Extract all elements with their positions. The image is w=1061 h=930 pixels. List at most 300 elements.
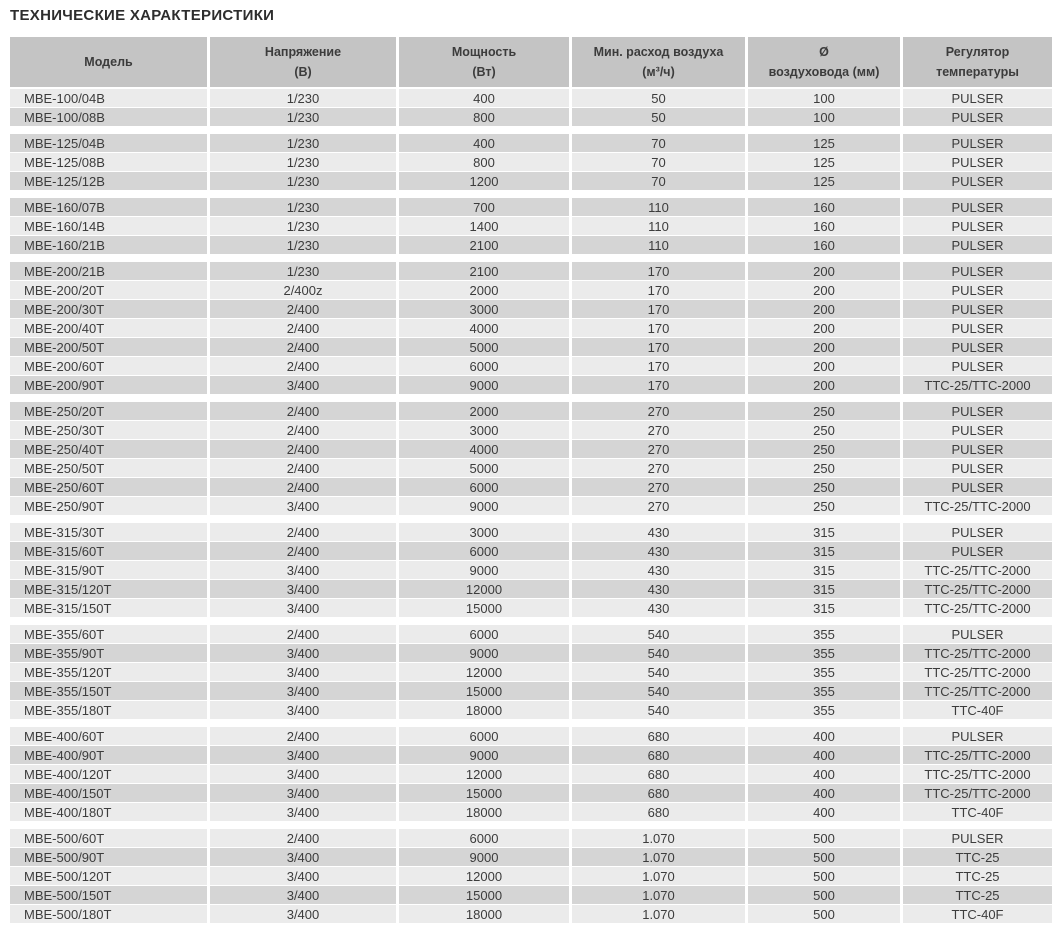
cell-airflow: 110 <box>572 217 745 235</box>
cell-duct-diameter: 400 <box>748 765 900 783</box>
cell-voltage: 3/400 <box>210 905 396 923</box>
cell-model: MBE-355/150T <box>10 682 207 700</box>
cell-airflow: 70 <box>572 134 745 152</box>
cell-model: MBE-200/20T <box>10 281 207 299</box>
cell-airflow: 170 <box>572 319 745 337</box>
cell-temp-regulator: PULSER <box>903 727 1052 745</box>
cell-model: MBE-315/120T <box>10 580 207 598</box>
column-header-model <box>10 37 207 87</box>
cell-power: 700 <box>399 198 569 216</box>
cell-model: MBE-315/150T <box>10 599 207 617</box>
cell-duct-diameter: 125 <box>748 134 900 152</box>
cell-duct-diameter: 355 <box>748 625 900 643</box>
table-row <box>10 848 1052 866</box>
cell-duct-diameter: 100 <box>748 89 900 107</box>
cell-model: MBE-250/20T <box>10 402 207 420</box>
table-row <box>10 319 1052 337</box>
cell-power: 2000 <box>399 402 569 420</box>
cell-model: MBE-250/90T <box>10 497 207 515</box>
cell-model: MBE-500/60T <box>10 829 207 847</box>
cell-power: 5000 <box>399 459 569 477</box>
cell-temp-regulator: PULSER <box>903 172 1052 190</box>
cell-model: MBE-355/90T <box>10 644 207 662</box>
cell-power: 4000 <box>399 440 569 458</box>
cell-duct-diameter: 355 <box>748 663 900 681</box>
cell-voltage: 3/400 <box>210 580 396 598</box>
cell-voltage: 2/400 <box>210 727 396 745</box>
cell-temp-regulator: TTC-25/TTC-2000 <box>903 376 1052 394</box>
table-row <box>10 599 1052 617</box>
cell-voltage: 3/400 <box>210 561 396 579</box>
cell-airflow: 540 <box>572 644 745 662</box>
page-title: ТЕХНИЧЕСКИЕ ХАРАКТЕРИСТИКИ <box>10 7 275 24</box>
table-row <box>10 459 1052 477</box>
cell-duct-diameter: 200 <box>748 357 900 375</box>
cell-voltage: 1/230 <box>210 153 396 171</box>
cell-duct-diameter: 125 <box>748 153 900 171</box>
cell-model: MBE-500/120T <box>10 867 207 885</box>
cell-duct-diameter: 500 <box>748 905 900 923</box>
cell-temp-regulator: PULSER <box>903 198 1052 216</box>
cell-temp-regulator: TTC-25 <box>903 886 1052 904</box>
cell-temp-regulator: PULSER <box>903 478 1052 496</box>
table-row <box>10 829 1052 847</box>
cell-temp-regulator: TTC-25/TTC-2000 <box>903 580 1052 598</box>
cell-voltage: 2/400 <box>210 478 396 496</box>
cell-power: 2100 <box>399 236 569 254</box>
cell-power: 2100 <box>399 262 569 280</box>
cell-model: MBE-500/150T <box>10 886 207 904</box>
cell-voltage: 1/230 <box>210 134 396 152</box>
cell-power: 6000 <box>399 542 569 560</box>
cell-airflow: 540 <box>572 701 745 719</box>
cell-duct-diameter: 100 <box>748 108 900 126</box>
column-header-sublabel: температуры <box>936 65 1019 79</box>
cell-voltage: 1/230 <box>210 89 396 107</box>
cell-power: 6000 <box>399 829 569 847</box>
table-body <box>10 89 1052 923</box>
cell-duct-diameter: 355 <box>748 701 900 719</box>
table-row <box>10 281 1052 299</box>
cell-model: MBE-200/30T <box>10 300 207 318</box>
cell-airflow: 1.070 <box>572 905 745 923</box>
cell-airflow: 1.070 <box>572 867 745 885</box>
cell-temp-regulator: PULSER <box>903 134 1052 152</box>
cell-voltage: 3/400 <box>210 663 396 681</box>
cell-voltage: 2/400 <box>210 357 396 375</box>
cell-temp-regulator: PULSER <box>903 338 1052 356</box>
table-row <box>10 542 1052 560</box>
cell-airflow: 270 <box>572 421 745 439</box>
cell-power: 9000 <box>399 746 569 764</box>
cell-duct-diameter: 200 <box>748 281 900 299</box>
table-row <box>10 89 1052 107</box>
cell-model: MBE-200/21B <box>10 262 207 280</box>
cell-model: MBE-160/07B <box>10 198 207 216</box>
cell-voltage: 3/400 <box>210 886 396 904</box>
cell-airflow: 430 <box>572 523 745 541</box>
cell-power: 9000 <box>399 644 569 662</box>
cell-power: 15000 <box>399 682 569 700</box>
table-row <box>10 663 1052 681</box>
cell-model: MBE-250/40T <box>10 440 207 458</box>
column-header-sublabel: (Вт) <box>472 65 496 79</box>
table-row <box>10 803 1052 821</box>
cell-temp-regulator: PULSER <box>903 523 1052 541</box>
cell-temp-regulator: TTC-25 <box>903 867 1052 885</box>
table-row <box>10 440 1052 458</box>
cell-temp-regulator: TTC-25/TTC-2000 <box>903 746 1052 764</box>
cell-airflow: 50 <box>572 108 745 126</box>
cell-duct-diameter: 200 <box>748 338 900 356</box>
column-header-label: Ø <box>819 45 829 59</box>
cell-airflow: 680 <box>572 765 745 783</box>
cell-duct-diameter: 400 <box>748 803 900 821</box>
cell-airflow: 70 <box>572 153 745 171</box>
table-row <box>10 198 1052 216</box>
cell-airflow: 170 <box>572 262 745 280</box>
column-header-duct-diameter <box>748 37 900 87</box>
cell-temp-regulator: TTC-25/TTC-2000 <box>903 497 1052 515</box>
cell-duct-diameter: 250 <box>748 478 900 496</box>
cell-model: MBE-400/60T <box>10 727 207 745</box>
cell-power: 9000 <box>399 376 569 394</box>
cell-airflow: 50 <box>572 89 745 107</box>
table-row <box>10 497 1052 515</box>
cell-voltage: 2/400 <box>210 459 396 477</box>
cell-airflow: 680 <box>572 803 745 821</box>
cell-voltage: 2/400 <box>210 542 396 560</box>
table-row <box>10 625 1052 643</box>
cell-duct-diameter: 315 <box>748 599 900 617</box>
cell-power: 12000 <box>399 580 569 598</box>
cell-duct-diameter: 250 <box>748 497 900 515</box>
cell-airflow: 270 <box>572 459 745 477</box>
cell-airflow: 430 <box>572 580 745 598</box>
table-row <box>10 153 1052 171</box>
cell-power: 15000 <box>399 886 569 904</box>
cell-power: 12000 <box>399 867 569 885</box>
cell-voltage: 2/400 <box>210 523 396 541</box>
cell-model: MBE-160/21B <box>10 236 207 254</box>
column-header-label: Мин. расход воздуха <box>593 45 724 59</box>
cell-power: 6000 <box>399 357 569 375</box>
cell-airflow: 170 <box>572 357 745 375</box>
column-header-temp-regulator <box>903 37 1052 87</box>
cell-voltage: 2/400z <box>210 281 396 299</box>
cell-temp-regulator: TTC-25/TTC-2000 <box>903 663 1052 681</box>
cell-model: MBE-100/08B <box>10 108 207 126</box>
table-row <box>10 682 1052 700</box>
cell-power: 18000 <box>399 701 569 719</box>
cell-duct-diameter: 200 <box>748 376 900 394</box>
cell-model: MBE-125/12B <box>10 172 207 190</box>
cell-temp-regulator: PULSER <box>903 281 1052 299</box>
cell-temp-regulator: PULSER <box>903 421 1052 439</box>
cell-temp-regulator: TTC-25/TTC-2000 <box>903 644 1052 662</box>
cell-temp-regulator: PULSER <box>903 829 1052 847</box>
cell-voltage: 3/400 <box>210 682 396 700</box>
cell-model: MBE-160/14B <box>10 217 207 235</box>
column-header-label: Мощность <box>451 45 517 59</box>
cell-model: MBE-200/40T <box>10 319 207 337</box>
cell-power: 400 <box>399 89 569 107</box>
cell-temp-regulator: TTC-25/TTC-2000 <box>903 599 1052 617</box>
cell-voltage: 2/400 <box>210 625 396 643</box>
cell-voltage: 3/400 <box>210 867 396 885</box>
cell-model: MBE-500/180T <box>10 905 207 923</box>
cell-voltage: 3/400 <box>210 803 396 821</box>
cell-airflow: 680 <box>572 727 745 745</box>
cell-temp-regulator: PULSER <box>903 300 1052 318</box>
cell-airflow: 430 <box>572 542 745 560</box>
cell-voltage: 2/400 <box>210 829 396 847</box>
cell-model: MBE-200/50T <box>10 338 207 356</box>
cell-power: 1400 <box>399 217 569 235</box>
cell-temp-regulator: PULSER <box>903 108 1052 126</box>
spec-table <box>10 37 1052 923</box>
cell-model: MBE-400/90T <box>10 746 207 764</box>
cell-airflow: 540 <box>572 625 745 643</box>
cell-voltage: 1/230 <box>210 236 396 254</box>
cell-power: 3000 <box>399 300 569 318</box>
cell-power: 6000 <box>399 727 569 745</box>
cell-model: MBE-355/180T <box>10 701 207 719</box>
table-row <box>10 867 1052 885</box>
cell-airflow: 270 <box>572 440 745 458</box>
column-header-label: Регулятор <box>945 45 1010 59</box>
table-row <box>10 134 1052 152</box>
cell-airflow: 170 <box>572 281 745 299</box>
cell-duct-diameter: 250 <box>748 402 900 420</box>
cell-power: 2000 <box>399 281 569 299</box>
cell-airflow: 1.070 <box>572 848 745 866</box>
cell-model: MBE-355/120T <box>10 663 207 681</box>
cell-duct-diameter: 200 <box>748 300 900 318</box>
cell-model: MBE-250/60T <box>10 478 207 496</box>
cell-power: 18000 <box>399 905 569 923</box>
column-header-label: Модель <box>84 55 133 69</box>
cell-model: MBE-200/60T <box>10 357 207 375</box>
table-row <box>10 701 1052 719</box>
cell-voltage: 2/400 <box>210 421 396 439</box>
cell-power: 3000 <box>399 421 569 439</box>
cell-power: 5000 <box>399 338 569 356</box>
cell-power: 15000 <box>399 784 569 802</box>
cell-airflow: 1.070 <box>572 829 745 847</box>
cell-duct-diameter: 500 <box>748 867 900 885</box>
cell-power: 400 <box>399 134 569 152</box>
cell-temp-regulator: PULSER <box>903 625 1052 643</box>
cell-temp-regulator: TTC-40F <box>903 905 1052 923</box>
table-row <box>10 644 1052 662</box>
cell-airflow: 170 <box>572 376 745 394</box>
cell-duct-diameter: 315 <box>748 542 900 560</box>
cell-power: 15000 <box>399 599 569 617</box>
cell-temp-regulator: TTC-40F <box>903 701 1052 719</box>
cell-duct-diameter: 200 <box>748 319 900 337</box>
cell-temp-regulator: PULSER <box>903 459 1052 477</box>
cell-airflow: 540 <box>572 663 745 681</box>
cell-power: 12000 <box>399 663 569 681</box>
cell-power: 800 <box>399 108 569 126</box>
cell-model: MBE-400/150T <box>10 784 207 802</box>
column-header-sublabel: (В) <box>294 65 312 79</box>
table-row <box>10 402 1052 420</box>
cell-model: MBE-500/90T <box>10 848 207 866</box>
cell-duct-diameter: 200 <box>748 262 900 280</box>
cell-power: 6000 <box>399 625 569 643</box>
cell-airflow: 430 <box>572 599 745 617</box>
cell-duct-diameter: 355 <box>748 644 900 662</box>
table-header <box>10 37 1052 87</box>
cell-voltage: 3/400 <box>210 765 396 783</box>
cell-model: MBE-400/120T <box>10 765 207 783</box>
cell-temp-regulator: TTC-40F <box>903 803 1052 821</box>
cell-duct-diameter: 355 <box>748 682 900 700</box>
cell-airflow: 270 <box>572 497 745 515</box>
cell-voltage: 2/400 <box>210 440 396 458</box>
cell-temp-regulator: PULSER <box>903 217 1052 235</box>
cell-duct-diameter: 400 <box>748 784 900 802</box>
cell-duct-diameter: 250 <box>748 459 900 477</box>
cell-model: MBE-125/04B <box>10 134 207 152</box>
cell-voltage: 2/400 <box>210 402 396 420</box>
column-header-sublabel: воздуховода (мм) <box>768 65 880 79</box>
cell-power: 18000 <box>399 803 569 821</box>
cell-airflow: 110 <box>572 198 745 216</box>
table-row <box>10 905 1052 923</box>
cell-power: 12000 <box>399 765 569 783</box>
cell-airflow: 70 <box>572 172 745 190</box>
table-row <box>10 172 1052 190</box>
cell-voltage: 3/400 <box>210 376 396 394</box>
cell-airflow: 1.070 <box>572 886 745 904</box>
cell-temp-regulator: PULSER <box>903 319 1052 337</box>
column-header-airflow <box>572 37 745 87</box>
cell-voltage: 3/400 <box>210 848 396 866</box>
cell-temp-regulator: PULSER <box>903 262 1052 280</box>
table-row <box>10 217 1052 235</box>
table-row <box>10 262 1052 280</box>
column-header-voltage <box>210 37 396 87</box>
table-row <box>10 727 1052 745</box>
cell-voltage: 3/400 <box>210 497 396 515</box>
cell-voltage: 2/400 <box>210 319 396 337</box>
cell-duct-diameter: 500 <box>748 829 900 847</box>
cell-duct-diameter: 315 <box>748 523 900 541</box>
cell-airflow: 170 <box>572 338 745 356</box>
cell-voltage: 3/400 <box>210 599 396 617</box>
cell-airflow: 110 <box>572 236 745 254</box>
cell-duct-diameter: 500 <box>748 886 900 904</box>
cell-voltage: 3/400 <box>210 701 396 719</box>
cell-power: 800 <box>399 153 569 171</box>
cell-temp-regulator: PULSER <box>903 542 1052 560</box>
cell-voltage: 2/400 <box>210 300 396 318</box>
cell-duct-diameter: 315 <box>748 580 900 598</box>
cell-airflow: 680 <box>572 746 745 764</box>
cell-voltage: 1/230 <box>210 108 396 126</box>
column-header-label: Напряжение <box>264 45 342 59</box>
cell-temp-regulator: TTC-25/TTC-2000 <box>903 784 1052 802</box>
cell-voltage: 1/230 <box>210 217 396 235</box>
cell-duct-diameter: 160 <box>748 217 900 235</box>
cell-voltage: 2/400 <box>210 338 396 356</box>
cell-duct-diameter: 400 <box>748 727 900 745</box>
cell-temp-regulator: PULSER <box>903 440 1052 458</box>
cell-airflow: 540 <box>572 682 745 700</box>
cell-model: MBE-250/50T <box>10 459 207 477</box>
cell-model: MBE-250/30T <box>10 421 207 439</box>
cell-voltage: 3/400 <box>210 746 396 764</box>
cell-temp-regulator: PULSER <box>903 402 1052 420</box>
column-header-sublabel: (м³/ч) <box>642 65 675 79</box>
cell-airflow: 680 <box>572 784 745 802</box>
cell-duct-diameter: 160 <box>748 198 900 216</box>
cell-airflow: 170 <box>572 300 745 318</box>
cell-voltage: 3/400 <box>210 784 396 802</box>
cell-duct-diameter: 250 <box>748 421 900 439</box>
cell-power: 9000 <box>399 561 569 579</box>
cell-duct-diameter: 125 <box>748 172 900 190</box>
table-row <box>10 784 1052 802</box>
cell-temp-regulator: PULSER <box>903 357 1052 375</box>
table-row <box>10 580 1052 598</box>
table-row <box>10 338 1052 356</box>
cell-power: 4000 <box>399 319 569 337</box>
table-row <box>10 765 1052 783</box>
cell-power: 9000 <box>399 848 569 866</box>
cell-temp-regulator: PULSER <box>903 89 1052 107</box>
table-row <box>10 108 1052 126</box>
cell-voltage: 1/230 <box>210 198 396 216</box>
cell-power: 9000 <box>399 497 569 515</box>
table-row <box>10 421 1052 439</box>
cell-model: MBE-400/180T <box>10 803 207 821</box>
cell-model: MBE-315/90T <box>10 561 207 579</box>
cell-airflow: 270 <box>572 402 745 420</box>
cell-voltage: 1/230 <box>210 172 396 190</box>
table-row <box>10 523 1052 541</box>
cell-model: MBE-315/60T <box>10 542 207 560</box>
cell-airflow: 270 <box>572 478 745 496</box>
table-row <box>10 300 1052 318</box>
cell-temp-regulator: PULSER <box>903 153 1052 171</box>
cell-temp-regulator: PULSER <box>903 236 1052 254</box>
table-row <box>10 746 1052 764</box>
cell-temp-regulator: TTC-25/TTC-2000 <box>903 765 1052 783</box>
cell-model: MBE-125/08B <box>10 153 207 171</box>
table-row <box>10 236 1052 254</box>
cell-duct-diameter: 500 <box>748 848 900 866</box>
cell-duct-diameter: 250 <box>748 440 900 458</box>
cell-temp-regulator: TTC-25/TTC-2000 <box>903 561 1052 579</box>
cell-model: MBE-200/90T <box>10 376 207 394</box>
cell-duct-diameter: 160 <box>748 236 900 254</box>
cell-power: 3000 <box>399 523 569 541</box>
table-row <box>10 478 1052 496</box>
cell-power: 1200 <box>399 172 569 190</box>
cell-model: MBE-100/04B <box>10 89 207 107</box>
table-row <box>10 886 1052 904</box>
table-row <box>10 357 1052 375</box>
cell-voltage: 1/230 <box>210 262 396 280</box>
cell-model: MBE-315/30T <box>10 523 207 541</box>
column-header-power <box>399 37 569 87</box>
table-row <box>10 376 1052 394</box>
cell-temp-regulator: TTC-25 <box>903 848 1052 866</box>
